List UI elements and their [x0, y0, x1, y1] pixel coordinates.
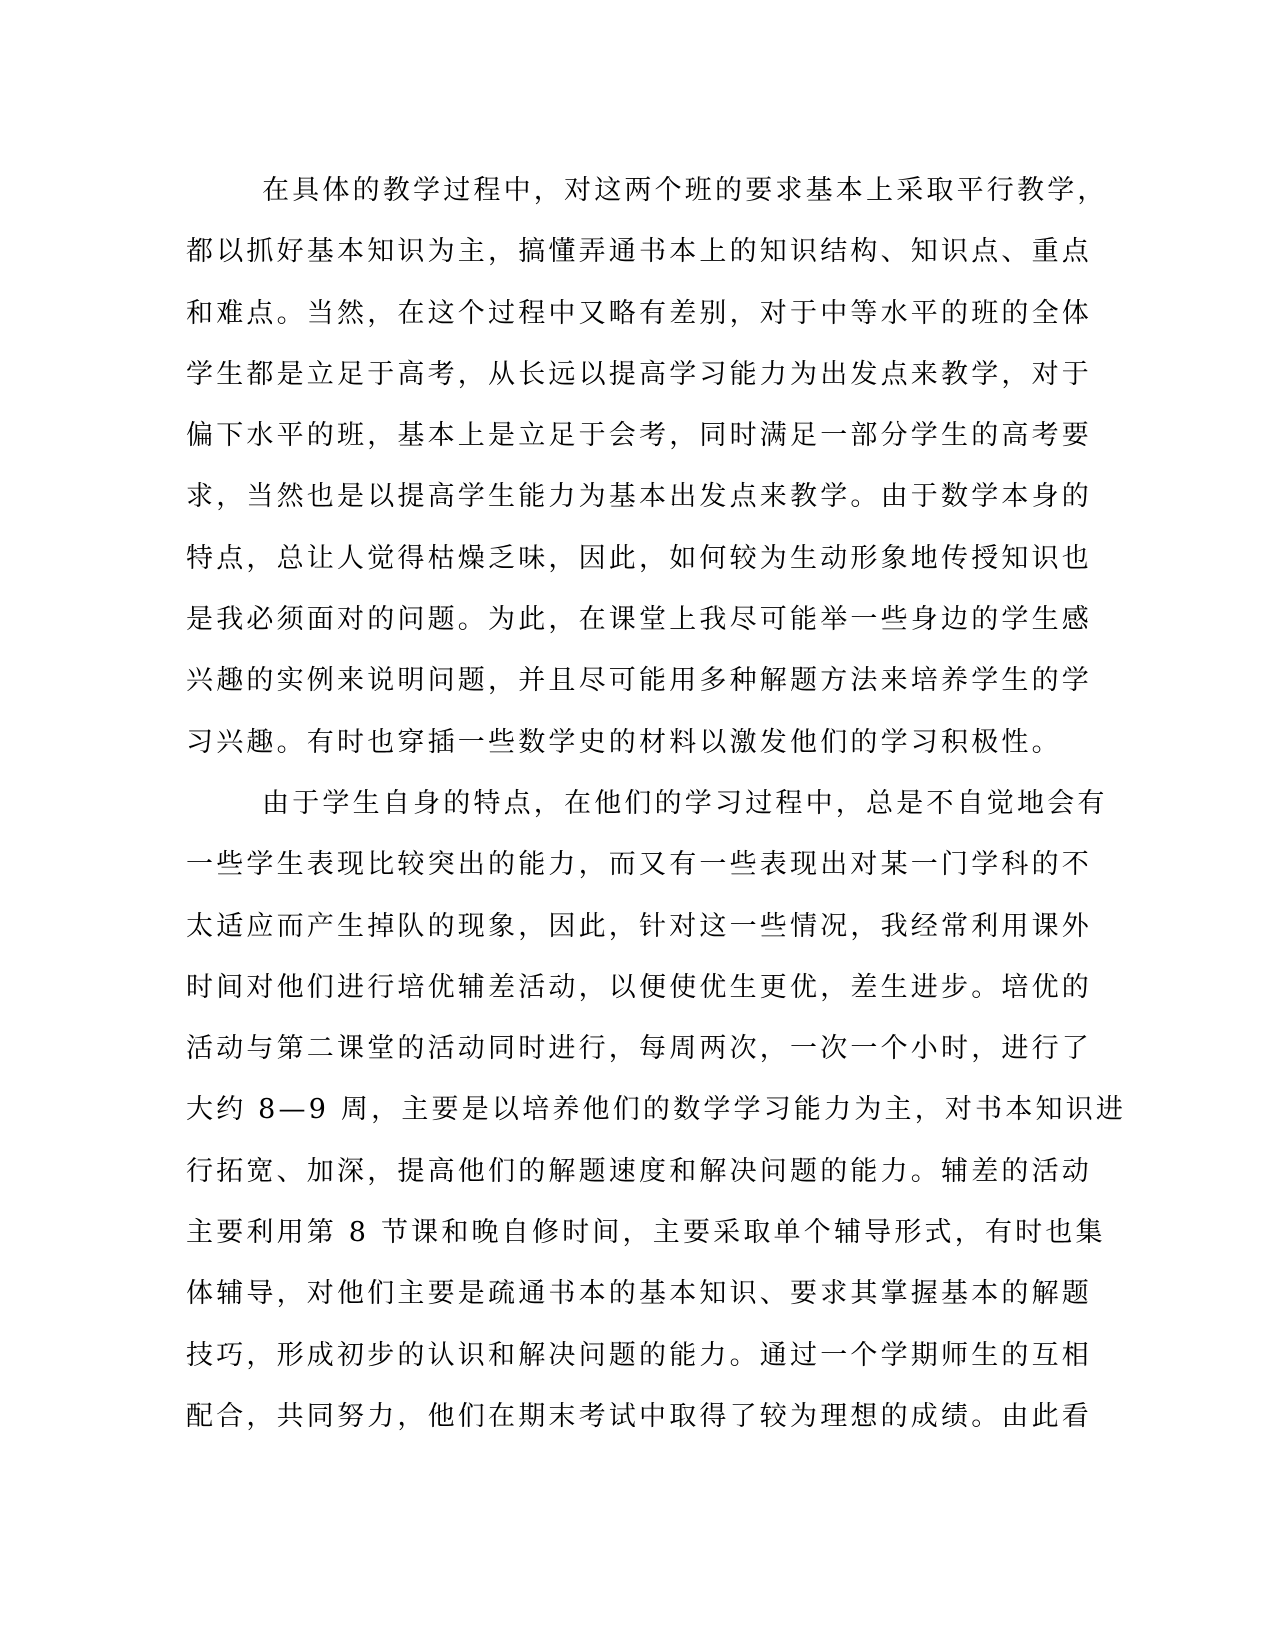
text-line: 活动与第二课堂的活动同时进行，每周两次，一次一个小时，进行了 — [186, 1033, 1092, 1065]
text-line: 兴趣的实例来说明问题，并且尽可能用多种解题方法来培养学生的学 — [186, 665, 1092, 697]
text-line: 是我必须面对的问题。为此，在课堂上我尽可能举一些身边的学生感 — [186, 604, 1092, 636]
text-line: 都以抓好基本知识为主，搞懂弄通书本上的知识结构、知识点、重点 — [186, 236, 1092, 268]
text-line: 习兴趣。有时也穿插一些数学史的材料以激发他们的学习积极性。 — [186, 726, 1062, 758]
text-line: 太适应而产生掉队的现象，因此，针对这一些情况，我经常利用课外 — [186, 910, 1092, 942]
text-line: 时间对他们进行培优辅差活动，以便使优生更优，差生进步。培优的 — [186, 971, 1092, 1003]
text-line: 求，当然也是以提高学生能力为基本出发点来教学。由于数学本身的 — [186, 481, 1092, 513]
text-line: 大约 8—9 周，主要是以培养他们的数学学习能力为主，对书本知识进 — [186, 1094, 1127, 1126]
text-line: 偏下水平的班，基本上是立足于会考，同时满足一部分学生的高考要 — [186, 420, 1092, 452]
text-line: 行拓宽、加深，提高他们的解题速度和解决问题的能力。辅差的活动 — [186, 1155, 1092, 1187]
text-line: 由于学生自身的特点，在他们的学习过程中，总是不自觉地会有 — [262, 787, 1108, 819]
text-line: 和难点。当然，在这个过程中又略有差别，对于中等水平的班的全体 — [186, 297, 1092, 329]
text-line: 技巧，形成初步的认识和解决问题的能力。通过一个学期师生的互相 — [186, 1339, 1092, 1371]
document-body — [186, 160, 1127, 1447]
text-line: 一些学生表现比较突出的能力，而又有一些表现出对某一门学科的不 — [186, 849, 1092, 881]
text-line: 在具体的教学过程中，对这两个班的要求基本上采取平行教学， — [262, 175, 1108, 206]
paragraph-1 — [186, 160, 1108, 773]
text-line: 主要利用第 8 节课和晚自修时间，主要采取单个辅导形式，有时也集 — [186, 1217, 1106, 1249]
text-line: 学生都是立足于高考，从长远以提高学习能力为出发点来教学，对于 — [186, 358, 1092, 390]
text-line: 体辅导，对他们主要是疏通书本的基本知识、要求其掌握基本的解题 — [186, 1278, 1092, 1310]
text-line: 配合，共同努力，他们在期末考试中取得了较为理想的成绩。由此看 — [186, 1400, 1092, 1432]
paragraph-2 — [186, 773, 1127, 1447]
text-line: 特点，总让人觉得枯燥乏味，因此，如何较为生动形象地传授知识也 — [186, 542, 1092, 574]
